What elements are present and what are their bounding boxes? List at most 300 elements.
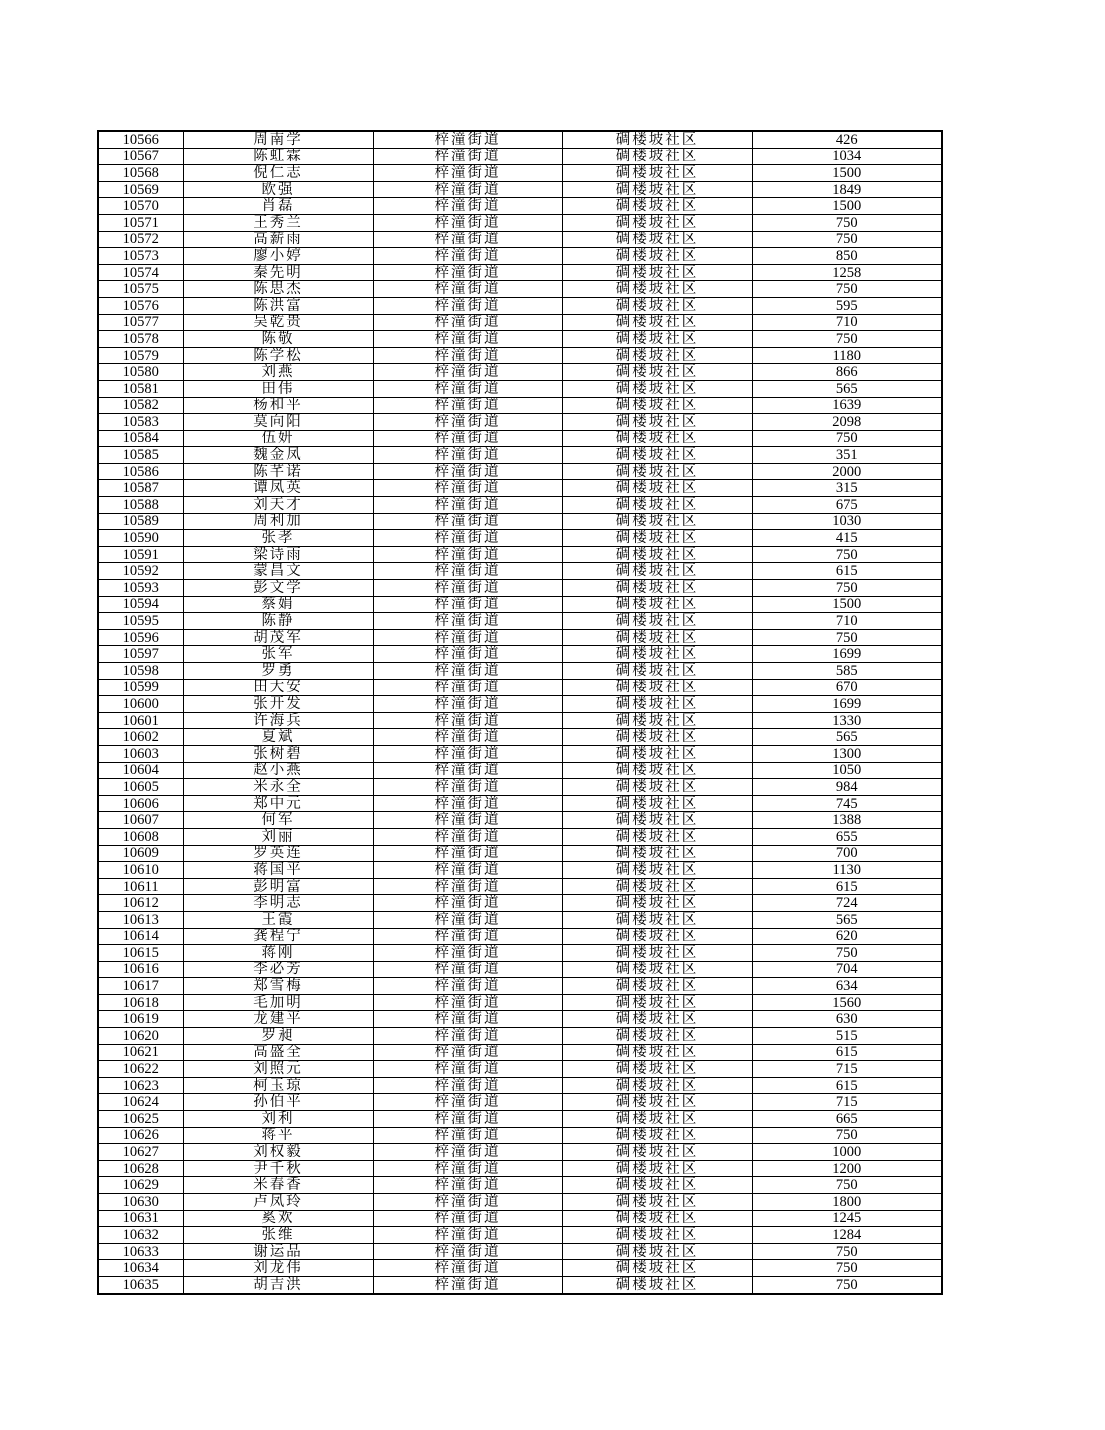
- cell-street: 梓潼街道: [373, 878, 562, 895]
- cell-name: 李必芳: [183, 961, 373, 978]
- cell-street: 梓潼街道: [373, 513, 562, 530]
- cell-name: 李明志: [183, 895, 373, 912]
- cell-id: 10577: [98, 314, 183, 331]
- cell-community: 碉楼坡社区: [562, 1094, 752, 1111]
- cell-name: 陈学松: [183, 347, 373, 364]
- table-row: [98, 911, 942, 928]
- table-row: [98, 281, 942, 298]
- table-row: [98, 828, 942, 845]
- cell-community: 碉楼坡社区: [562, 530, 752, 547]
- cell-amount: 750: [752, 1243, 942, 1260]
- cell-street: 梓潼街道: [373, 546, 562, 563]
- cell-name: 卢凤玲: [183, 1194, 373, 1211]
- cell-street: 梓潼街道: [373, 214, 562, 231]
- cell-id: 10613: [98, 911, 183, 928]
- cell-street: 梓潼街道: [373, 447, 562, 464]
- cell-name: 奚欢: [183, 1210, 373, 1227]
- cell-community: 碉楼坡社区: [562, 480, 752, 497]
- cell-community: 碉楼坡社区: [562, 978, 752, 995]
- cell-community: 碉楼坡社区: [562, 1160, 752, 1177]
- cell-community: 碉楼坡社区: [562, 679, 752, 696]
- cell-street: 梓潼街道: [373, 563, 562, 580]
- cell-community: 碉楼坡社区: [562, 463, 752, 480]
- cell-id: 10618: [98, 994, 183, 1011]
- cell-name: 谭凤英: [183, 480, 373, 497]
- cell-community: 碉楼坡社区: [562, 745, 752, 762]
- cell-name: 郑雪梅: [183, 978, 373, 995]
- records-table: [97, 130, 943, 1295]
- table-row: [98, 314, 942, 331]
- cell-id: 10602: [98, 729, 183, 746]
- cell-amount: 615: [752, 878, 942, 895]
- cell-name: 田伟: [183, 380, 373, 397]
- cell-id: 10585: [98, 447, 183, 464]
- cell-street: 梓潼街道: [373, 696, 562, 713]
- cell-street: 梓潼街道: [373, 1077, 562, 1094]
- table-row: [98, 795, 942, 812]
- cell-name: 陈芊诺: [183, 463, 373, 480]
- cell-amount: 1500: [752, 596, 942, 613]
- cell-street: 梓潼街道: [373, 629, 562, 646]
- cell-name: 欧强: [183, 181, 373, 198]
- table-row: [98, 1127, 942, 1144]
- cell-community: 碉楼坡社区: [562, 779, 752, 796]
- cell-community: 碉楼坡社区: [562, 447, 752, 464]
- cell-id: 10633: [98, 1243, 183, 1260]
- cell-street: 梓潼街道: [373, 430, 562, 447]
- cell-name: 毛加明: [183, 994, 373, 1011]
- table-row: [98, 895, 942, 912]
- cell-name: 张维: [183, 1227, 373, 1244]
- cell-community: 碉楼坡社区: [562, 1028, 752, 1045]
- cell-community: 碉楼坡社区: [562, 281, 752, 298]
- cell-street: 梓潼街道: [373, 364, 562, 381]
- cell-community: 碉楼坡社区: [562, 314, 752, 331]
- cell-amount: 595: [752, 297, 942, 314]
- cell-name: 陈敬: [183, 331, 373, 348]
- cell-community: 碉楼坡社区: [562, 563, 752, 580]
- table-row: [98, 1243, 942, 1260]
- table-row: [98, 1144, 942, 1161]
- cell-id: 10616: [98, 961, 183, 978]
- cell-name: 陈思杰: [183, 281, 373, 298]
- cell-id: 10580: [98, 364, 183, 381]
- cell-street: 梓潼街道: [373, 397, 562, 414]
- cell-community: 碉楼坡社区: [562, 364, 752, 381]
- cell-street: 梓潼街道: [373, 1094, 562, 1111]
- cell-amount: 850: [752, 248, 942, 265]
- cell-street: 梓潼街道: [373, 1210, 562, 1227]
- cell-community: 碉楼坡社区: [562, 1276, 752, 1293]
- cell-street: 梓潼街道: [373, 945, 562, 962]
- cell-id: 10630: [98, 1194, 183, 1211]
- cell-community: 碉楼坡社区: [562, 1077, 752, 1094]
- cell-amount: 750: [752, 1127, 942, 1144]
- cell-community: 碉楼坡社区: [562, 878, 752, 895]
- cell-amount: 1500: [752, 198, 942, 215]
- cell-street: 梓潼街道: [373, 978, 562, 995]
- cell-name: 刘龙伟: [183, 1260, 373, 1277]
- cell-street: 梓潼街道: [373, 231, 562, 248]
- table-row: [98, 264, 942, 281]
- cell-id: 10617: [98, 978, 183, 995]
- table-row: [98, 1011, 942, 1028]
- cell-id: 10581: [98, 380, 183, 397]
- cell-id: 10614: [98, 928, 183, 945]
- cell-street: 梓潼街道: [373, 1144, 562, 1161]
- cell-community: 碉楼坡社区: [562, 148, 752, 165]
- cell-amount: 615: [752, 1077, 942, 1094]
- cell-community: 碉楼坡社区: [562, 712, 752, 729]
- cell-community: 碉楼坡社区: [562, 729, 752, 746]
- cell-street: 梓潼街道: [373, 347, 562, 364]
- cell-id: 10587: [98, 480, 183, 497]
- table-row: [98, 380, 942, 397]
- cell-id: 10632: [98, 1227, 183, 1244]
- cell-id: 10634: [98, 1260, 183, 1277]
- cell-street: 梓潼街道: [373, 745, 562, 762]
- cell-street: 梓潼街道: [373, 198, 562, 215]
- cell-community: 碉楼坡社区: [562, 994, 752, 1011]
- cell-id: 10598: [98, 663, 183, 680]
- cell-name: 张孝: [183, 530, 373, 547]
- cell-id: 10588: [98, 497, 183, 514]
- cell-name: 刘照元: [183, 1061, 373, 1078]
- cell-street: 梓潼街道: [373, 331, 562, 348]
- cell-id: 10631: [98, 1210, 183, 1227]
- cell-id: 10611: [98, 878, 183, 895]
- cell-community: 碉楼坡社区: [562, 214, 752, 231]
- cell-amount: 415: [752, 530, 942, 547]
- cell-street: 梓潼街道: [373, 380, 562, 397]
- cell-street: 梓潼街道: [373, 264, 562, 281]
- cell-amount: 515: [752, 1028, 942, 1045]
- cell-id: 10575: [98, 281, 183, 298]
- cell-street: 梓潼街道: [373, 1111, 562, 1128]
- cell-street: 梓潼街道: [373, 679, 562, 696]
- table-row: [98, 1111, 942, 1128]
- cell-id: 10622: [98, 1061, 183, 1078]
- cell-id: 10566: [98, 131, 183, 148]
- cell-name: 郑中元: [183, 795, 373, 812]
- table-row: [98, 1044, 942, 1061]
- cell-street: 梓潼街道: [373, 1227, 562, 1244]
- cell-name: 张开发: [183, 696, 373, 713]
- cell-id: 10586: [98, 463, 183, 480]
- cell-name: 许海兵: [183, 712, 373, 729]
- cell-community: 碉楼坡社区: [562, 812, 752, 829]
- cell-street: 梓潼街道: [373, 596, 562, 613]
- table-row: [98, 181, 942, 198]
- table-row: [98, 679, 942, 696]
- cell-amount: 1388: [752, 812, 942, 829]
- cell-amount: 1245: [752, 1210, 942, 1227]
- cell-amount: 634: [752, 978, 942, 995]
- table-row: [98, 347, 942, 364]
- cell-street: 梓潼街道: [373, 580, 562, 597]
- cell-name: 高薪雨: [183, 231, 373, 248]
- table-row: [98, 945, 942, 962]
- cell-amount: 1284: [752, 1227, 942, 1244]
- cell-street: 梓潼街道: [373, 131, 562, 148]
- cell-name: 龚程宁: [183, 928, 373, 945]
- cell-street: 梓潼街道: [373, 463, 562, 480]
- cell-street: 梓潼街道: [373, 928, 562, 945]
- cell-amount: 724: [752, 895, 942, 912]
- table-row: [98, 546, 942, 563]
- table-row: [98, 862, 942, 879]
- cell-id: 10635: [98, 1276, 183, 1293]
- table-row: [98, 397, 942, 414]
- table-row: [98, 580, 942, 597]
- table-row: [98, 497, 942, 514]
- cell-id: 10620: [98, 1028, 183, 1045]
- cell-name: 龙建平: [183, 1011, 373, 1028]
- cell-community: 碉楼坡社区: [562, 580, 752, 597]
- cell-street: 梓潼街道: [373, 961, 562, 978]
- cell-amount: 750: [752, 231, 942, 248]
- cell-id: 10604: [98, 762, 183, 779]
- cell-amount: 1849: [752, 181, 942, 198]
- cell-id: 10569: [98, 181, 183, 198]
- cell-amount: 704: [752, 961, 942, 978]
- cell-id: 10599: [98, 679, 183, 696]
- cell-community: 碉楼坡社区: [562, 1177, 752, 1194]
- cell-street: 梓潼街道: [373, 828, 562, 845]
- table-row: [98, 596, 942, 613]
- cell-amount: 1699: [752, 696, 942, 713]
- cell-community: 碉楼坡社区: [562, 961, 752, 978]
- cell-street: 梓潼街道: [373, 1028, 562, 1045]
- cell-id: 10623: [98, 1077, 183, 1094]
- cell-amount: 750: [752, 430, 942, 447]
- cell-amount: 1130: [752, 862, 942, 879]
- cell-street: 梓潼街道: [373, 712, 562, 729]
- cell-amount: 750: [752, 546, 942, 563]
- cell-id: 10629: [98, 1177, 183, 1194]
- cell-amount: 565: [752, 911, 942, 928]
- document-table-container: [97, 130, 943, 1295]
- cell-amount: 1034: [752, 148, 942, 165]
- cell-community: 碉楼坡社区: [562, 1227, 752, 1244]
- cell-name: 罗英连: [183, 845, 373, 862]
- cell-name: 彭明富: [183, 878, 373, 895]
- cell-name: 肖磊: [183, 198, 373, 215]
- cell-amount: 351: [752, 447, 942, 464]
- cell-amount: 615: [752, 563, 942, 580]
- cell-name: 赵小燕: [183, 762, 373, 779]
- cell-id: 10582: [98, 397, 183, 414]
- table-row: [98, 779, 942, 796]
- table-row: [98, 1210, 942, 1227]
- cell-id: 10593: [98, 580, 183, 597]
- cell-name: 刘利: [183, 1111, 373, 1128]
- cell-amount: 1560: [752, 994, 942, 1011]
- cell-name: 倪仁志: [183, 165, 373, 182]
- cell-street: 梓潼街道: [373, 1011, 562, 1028]
- cell-amount: 750: [752, 1260, 942, 1277]
- cell-name: 吴乾贵: [183, 314, 373, 331]
- cell-amount: 1639: [752, 397, 942, 414]
- cell-amount: 750: [752, 281, 942, 298]
- cell-amount: 984: [752, 779, 942, 796]
- cell-name: 刘燕: [183, 364, 373, 381]
- table-row: [98, 745, 942, 762]
- table-row: [98, 214, 942, 231]
- cell-street: 梓潼街道: [373, 911, 562, 928]
- cell-community: 碉楼坡社区: [562, 696, 752, 713]
- cell-id: 10600: [98, 696, 183, 713]
- cell-amount: 670: [752, 679, 942, 696]
- cell-community: 碉楼坡社区: [562, 1210, 752, 1227]
- table-row: [98, 994, 942, 1011]
- cell-amount: 630: [752, 1011, 942, 1028]
- cell-community: 碉楼坡社区: [562, 828, 752, 845]
- cell-id: 10603: [98, 745, 183, 762]
- cell-street: 梓潼街道: [373, 845, 562, 862]
- cell-community: 碉楼坡社区: [562, 1144, 752, 1161]
- cell-name: 秦先明: [183, 264, 373, 281]
- cell-amount: 2098: [752, 414, 942, 431]
- cell-name: 胡茂军: [183, 629, 373, 646]
- table-row: [98, 1276, 942, 1293]
- cell-id: 10605: [98, 779, 183, 796]
- cell-street: 梓潼街道: [373, 1160, 562, 1177]
- cell-name: 刘丽: [183, 828, 373, 845]
- cell-id: 10584: [98, 430, 183, 447]
- cell-id: 10627: [98, 1144, 183, 1161]
- cell-amount: 1800: [752, 1194, 942, 1211]
- cell-id: 10625: [98, 1111, 183, 1128]
- cell-street: 梓潼街道: [373, 895, 562, 912]
- cell-id: 10597: [98, 646, 183, 663]
- table-row: [98, 131, 942, 148]
- cell-community: 碉楼坡社区: [562, 297, 752, 314]
- cell-id: 10610: [98, 862, 183, 879]
- table-row: [98, 414, 942, 431]
- table-row: [98, 1028, 942, 1045]
- cell-community: 碉楼坡社区: [562, 380, 752, 397]
- cell-name: 梁诗雨: [183, 546, 373, 563]
- cell-amount: 750: [752, 945, 942, 962]
- cell-street: 梓潼街道: [373, 314, 562, 331]
- cell-community: 碉楼坡社区: [562, 895, 752, 912]
- cell-name: 莫向阳: [183, 414, 373, 431]
- cell-name: 王霞: [183, 911, 373, 928]
- cell-community: 碉楼坡社区: [562, 928, 752, 945]
- table-row: [98, 1177, 942, 1194]
- cell-name: 王秀兰: [183, 214, 373, 231]
- cell-amount: 715: [752, 1061, 942, 1078]
- cell-community: 碉楼坡社区: [562, 198, 752, 215]
- table-row: [98, 762, 942, 779]
- cell-id: 10567: [98, 148, 183, 165]
- cell-street: 梓潼街道: [373, 779, 562, 796]
- cell-street: 梓潼街道: [373, 795, 562, 812]
- table-row: [98, 430, 942, 447]
- cell-id: 10571: [98, 214, 183, 231]
- cell-community: 碉楼坡社区: [562, 1061, 752, 1078]
- cell-name: 田大安: [183, 679, 373, 696]
- cell-amount: 1050: [752, 762, 942, 779]
- table-row: [98, 331, 942, 348]
- table-row: [98, 148, 942, 165]
- cell-amount: 1699: [752, 646, 942, 663]
- cell-community: 碉楼坡社区: [562, 762, 752, 779]
- cell-community: 碉楼坡社区: [562, 397, 752, 414]
- cell-community: 碉楼坡社区: [562, 513, 752, 530]
- table-row: [98, 613, 942, 630]
- cell-name: 蒋平: [183, 1127, 373, 1144]
- cell-name: 陈虹霖: [183, 148, 373, 165]
- cell-amount: 1000: [752, 1144, 942, 1161]
- cell-amount: 1300: [752, 745, 942, 762]
- cell-name: 夏斌: [183, 729, 373, 746]
- cell-name: 罗勇: [183, 663, 373, 680]
- cell-community: 碉楼坡社区: [562, 181, 752, 198]
- cell-street: 梓潼街道: [373, 613, 562, 630]
- cell-id: 10624: [98, 1094, 183, 1111]
- cell-street: 梓潼街道: [373, 1177, 562, 1194]
- table-row: [98, 198, 942, 215]
- cell-id: 10628: [98, 1160, 183, 1177]
- cell-community: 碉楼坡社区: [562, 1194, 752, 1211]
- cell-id: 10595: [98, 613, 183, 630]
- table-row: [98, 513, 942, 530]
- table-row: [98, 563, 942, 580]
- cell-street: 梓潼街道: [373, 148, 562, 165]
- cell-amount: 750: [752, 331, 942, 348]
- cell-amount: 1330: [752, 712, 942, 729]
- cell-amount: 675: [752, 497, 942, 514]
- cell-id: 10608: [98, 828, 183, 845]
- cell-amount: 1180: [752, 347, 942, 364]
- cell-community: 碉楼坡社区: [562, 414, 752, 431]
- cell-street: 梓潼街道: [373, 1194, 562, 1211]
- cell-amount: 565: [752, 380, 942, 397]
- cell-community: 碉楼坡社区: [562, 131, 752, 148]
- table-row: [98, 729, 942, 746]
- table-row: [98, 231, 942, 248]
- cell-id: 10572: [98, 231, 183, 248]
- cell-name: 蒋国平: [183, 862, 373, 879]
- table-row: [98, 1194, 942, 1211]
- table-row: [98, 878, 942, 895]
- cell-name: 陈静: [183, 613, 373, 630]
- cell-id: 10601: [98, 712, 183, 729]
- cell-community: 碉楼坡社区: [562, 1243, 752, 1260]
- cell-id: 10609: [98, 845, 183, 862]
- cell-name: 伍妍: [183, 430, 373, 447]
- cell-amount: 655: [752, 828, 942, 845]
- cell-name: 彭文学: [183, 580, 373, 597]
- cell-community: 碉楼坡社区: [562, 629, 752, 646]
- cell-street: 梓潼街道: [373, 1044, 562, 1061]
- cell-id: 10596: [98, 629, 183, 646]
- cell-street: 梓潼街道: [373, 497, 562, 514]
- cell-community: 碉楼坡社区: [562, 1111, 752, 1128]
- cell-amount: 1258: [752, 264, 942, 281]
- cell-name: 廖小婷: [183, 248, 373, 265]
- cell-id: 10594: [98, 596, 183, 613]
- table-row: [98, 812, 942, 829]
- table-row: [98, 530, 942, 547]
- cell-community: 碉楼坡社区: [562, 546, 752, 563]
- cell-amount: 750: [752, 580, 942, 597]
- cell-id: 10579: [98, 347, 183, 364]
- cell-name: 何军: [183, 812, 373, 829]
- cell-community: 碉楼坡社区: [562, 347, 752, 364]
